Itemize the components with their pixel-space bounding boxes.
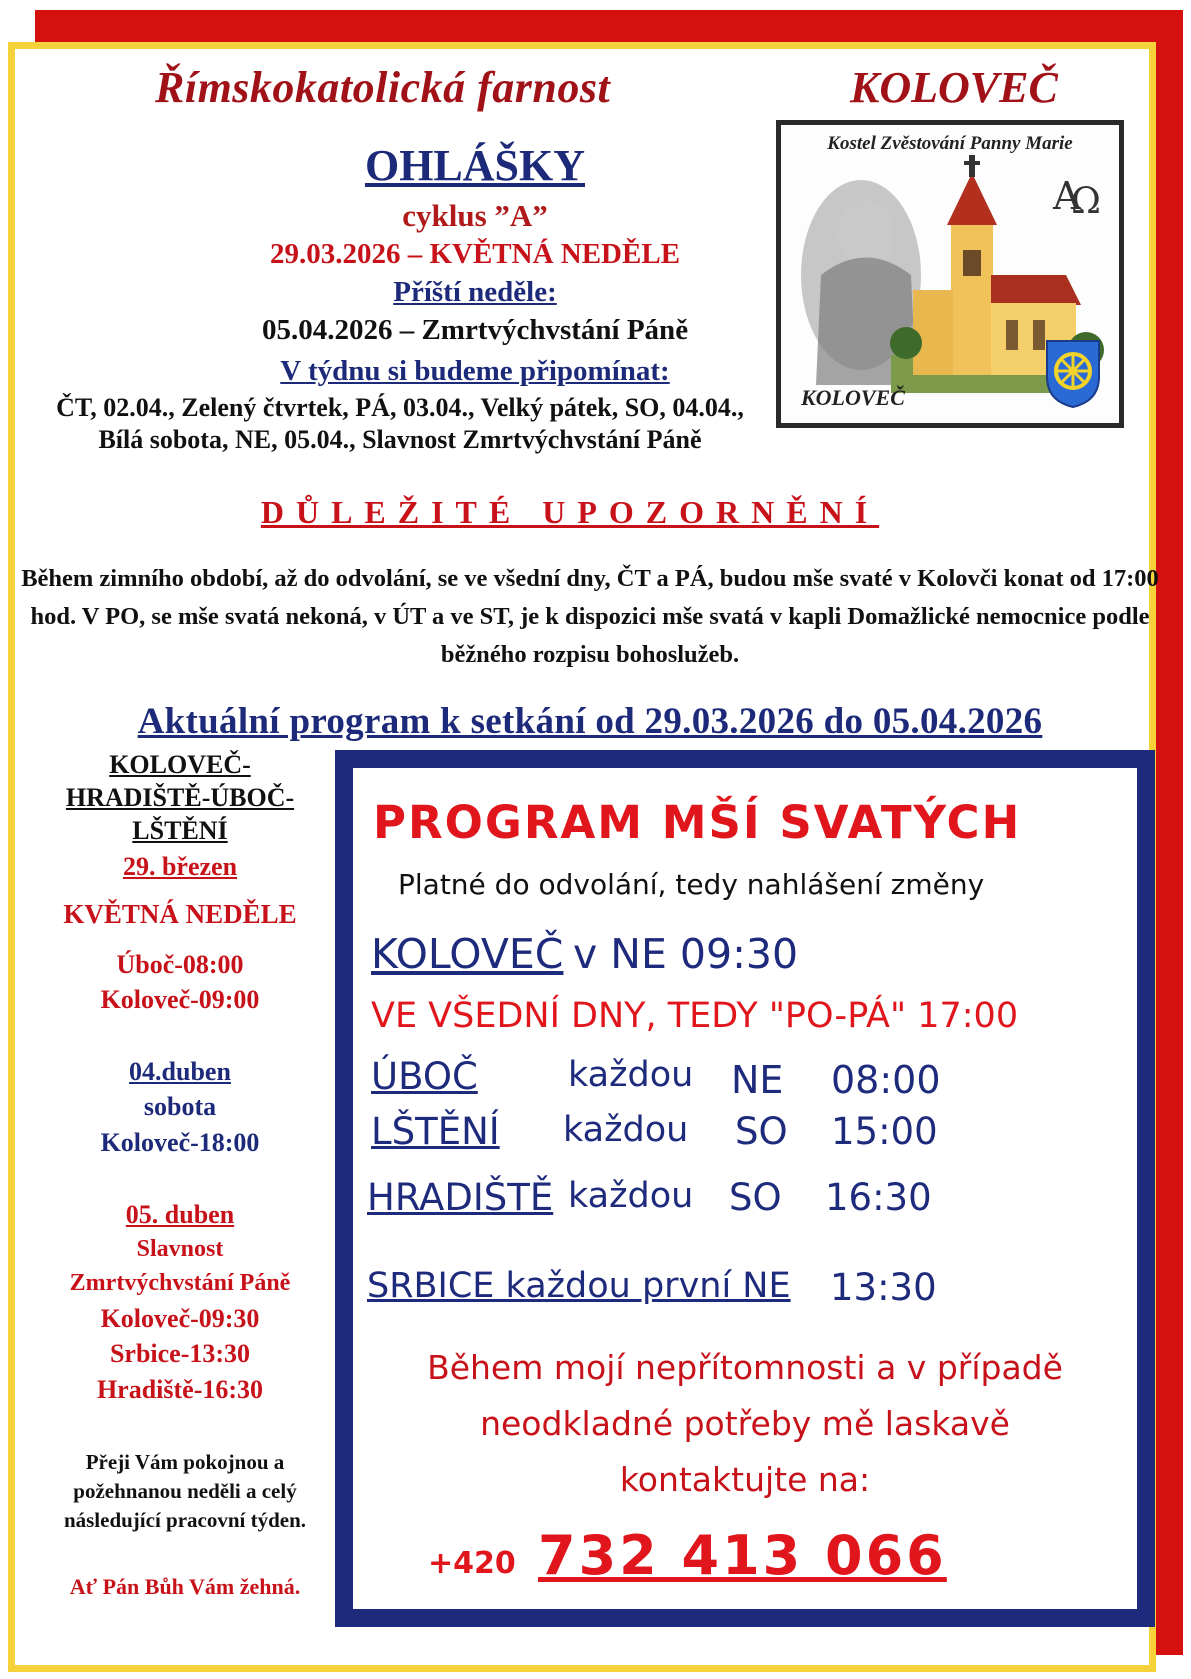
day3-name-2: Zmrtvýchvstání Páně (69, 1270, 291, 1296)
svg-text:Ω: Ω (1071, 181, 1101, 221)
svg-text:A: A (1053, 174, 1081, 218)
lsteni-time: 15:00 (831, 1110, 938, 1153)
uboc-freq: každou (568, 1055, 694, 1095)
kolovec-label: KOLOVEČ (371, 930, 564, 978)
picture-caption: Kostel Zvěstování Panny Marie (827, 133, 1073, 154)
mass-program-title: PROGRAM MŠÍ SVATÝCH (373, 796, 1022, 849)
hradiste-place: HRADIŠTĚ (367, 1176, 554, 1219)
picture-footer: KOLOVEČ (801, 385, 905, 410)
mass-program-panel (335, 750, 1155, 1627)
sidebar-place-title-1: KOLOVEČ- (109, 750, 251, 779)
day3-mass-2: Srbice-13:30 (109, 1339, 251, 1368)
day1-mass-1: Úboč-08:00 (116, 950, 244, 979)
day2-mass-1: Koloveč-18:00 (100, 1128, 260, 1157)
hradiste-freq: každou (568, 1176, 694, 1216)
next-sunday: 05.04.2026 – Zmrtvýchvstání Páně (261, 314, 689, 346)
uboc-place: ÚBOČ (371, 1055, 478, 1098)
notice-text: Během zimního období, až do odvolání, se ve všední dny, ČT a PÁ, budou mše svaté v Kolovči konat od 17:00 hod. V PO, se mše svatá nekoná, v ÚT a ve ST, je k dispozici mše svatá v kapli Domažlické nemocnice podle běžného rozpisu bohoslužeb. (21, 565, 1159, 668)
wheel-coat-of-arms-icon (1043, 337, 1103, 409)
sidebar-wish: Přeji Vám pokojnou a požehnanou neděli a celý následující pracovní týden. (63, 1450, 307, 1532)
day3-name-1: Slavnost (136, 1236, 224, 1262)
sidebar-blessing: Ať Pán Bůh Vám žehná. (69, 1574, 301, 1599)
phone-number[interactable]: 732 413 066 (538, 1524, 947, 1587)
srbice-time: 13:30 (830, 1266, 937, 1309)
program-heading: Aktuální program k setkání od 29.03.2026 do 05.04.2026 (137, 701, 1043, 742)
absence-line-3: kontaktujte na: (619, 1460, 871, 1499)
lsteni-place: LŠTĚNÍ (371, 1110, 500, 1153)
day2-date: 04.duben (129, 1057, 231, 1086)
place-title: KOLOVEČ (850, 63, 1058, 112)
day3-date: 05. duben (125, 1200, 235, 1229)
srbice-label: SRBICE každou první NE (367, 1266, 791, 1306)
mass-program-subtitle: Platné do odvolání, tedy nahlášení změny (398, 868, 985, 901)
uboc-day: NE (731, 1058, 784, 1102)
weekdays-time: VE VŠEDNÍ DNY, TEDY "PO-PÁ" 17:00 (371, 996, 1019, 1036)
lsteni-day: SO (735, 1110, 788, 1153)
absence-line-1: Během mojí nepřítomnosti a v případě (427, 1348, 1063, 1387)
parish-title: Římskokatolická farnost (155, 63, 611, 112)
day1-mass-2: Koloveč-09:00 (100, 985, 260, 1014)
uboc-time: 08:00 (831, 1058, 941, 1102)
week-feasts: ČT, 02.04., Zelený čtvrtek, PÁ, 03.04., Velký pátek, SO, 04.04., Bílá sobota, NE, 05.04., Slavnost Zmrtvýchvstání Páně (56, 393, 744, 454)
sidebar-place-title-3: LŠTĚNÍ (132, 816, 228, 845)
current-sunday: 29.03.2026 – KVĚTNÁ NEDĚLE (269, 238, 681, 270)
sidebar-place-title-2: HRADIŠTĚ-ÚBOČ- (65, 783, 295, 812)
announcements-title: OHLÁŠKY (364, 141, 586, 190)
lsteni-freq: každou (563, 1110, 689, 1150)
kolovec-time: v NE 09:30 (573, 930, 799, 978)
day3-mass-1: Koloveč-09:30 (100, 1304, 260, 1333)
day1-date: 29. březen (122, 852, 238, 881)
absence-line-2: neodkladné potřeby mě laskavě (480, 1404, 1010, 1443)
hradiste-time: 16:30 (825, 1176, 932, 1219)
day1-name: KVĚTNÁ NEDĚLE (63, 899, 297, 929)
week-label: V týdnu si budeme připomínat: (280, 355, 670, 387)
church-picture (776, 120, 1124, 428)
notice-title: DŮLEŽITÉ UPOZORNĚNÍ (260, 494, 880, 530)
phone-prefix: +420 (428, 1546, 516, 1581)
day3-mass-3: Hradiště-16:30 (96, 1375, 264, 1404)
hradiste-day: SO (729, 1176, 782, 1219)
day2-name: sobota (143, 1092, 217, 1121)
alpha-omega-icon (1049, 165, 1109, 221)
liturgical-cycle: cyklus ”A” (402, 198, 548, 233)
next-sunday-label: Příští neděle: (393, 276, 557, 308)
